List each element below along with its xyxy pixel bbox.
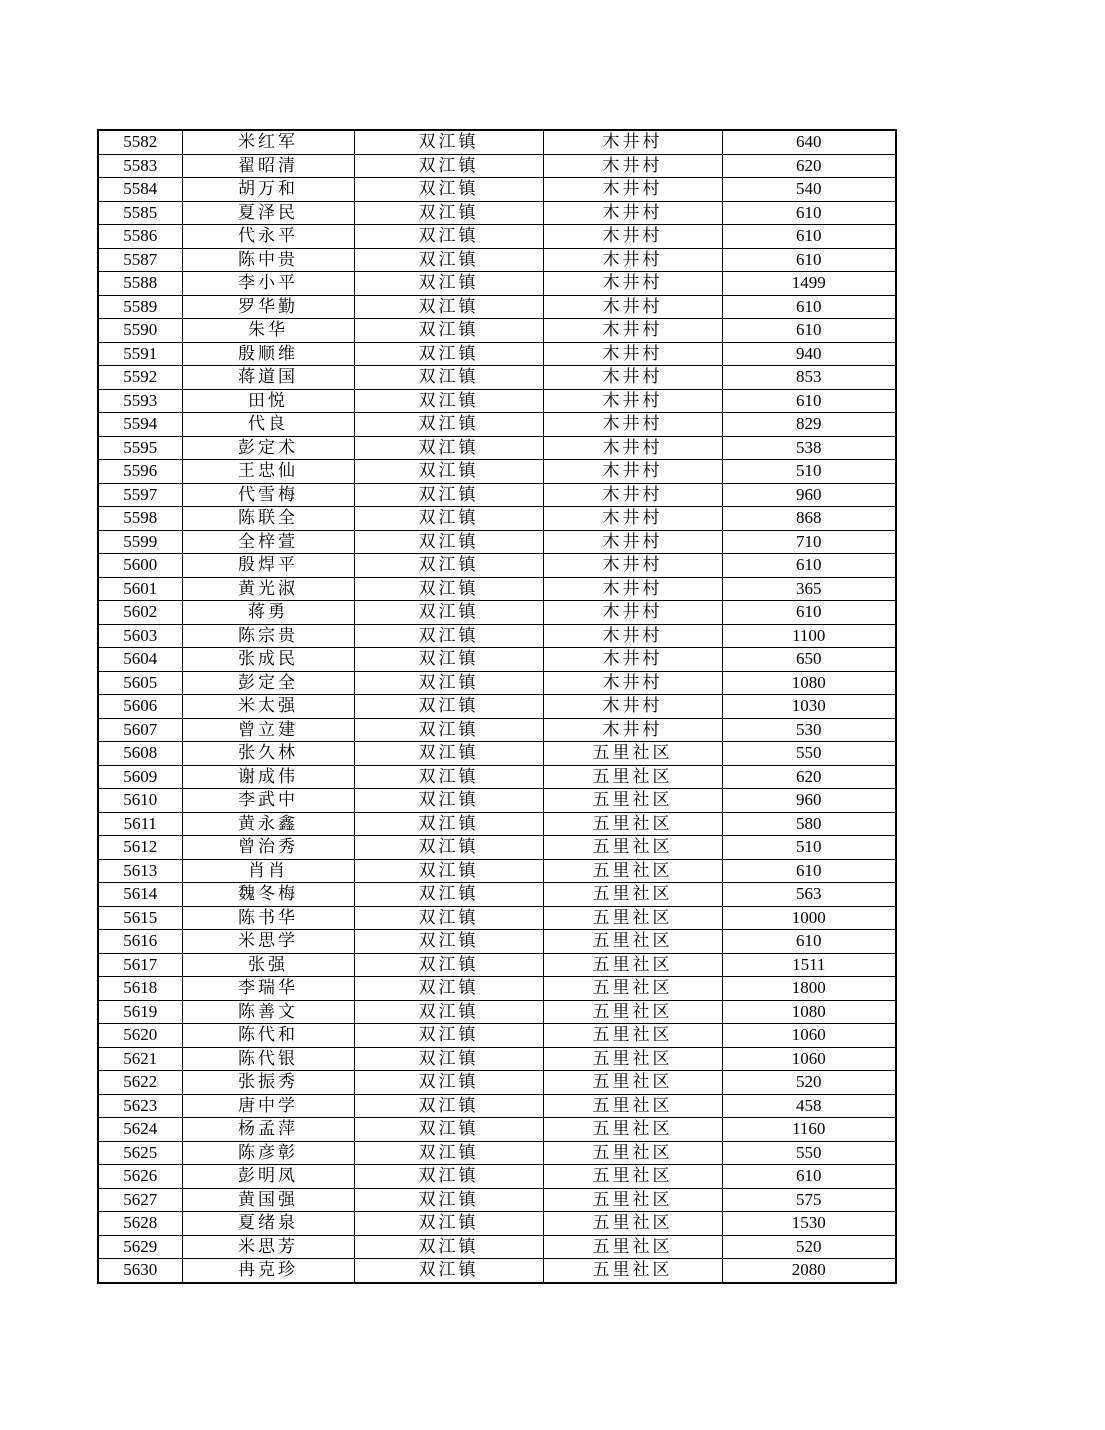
row-number-cell: 5592 [98,366,182,390]
table-row [98,1235,896,1259]
town-cell: 双江镇 [354,1188,543,1212]
town-cell: 双江镇 [354,789,543,813]
table-row [98,906,896,930]
name-cell: 陈代和 [182,1024,354,1048]
village-cell: 木井村 [543,671,722,695]
village-cell: 木井村 [543,154,722,178]
table-row [98,1141,896,1165]
row-number-cell: 5591 [98,342,182,366]
row-number-cell: 5606 [98,695,182,719]
amount-cell: 540 [722,178,896,202]
town-cell: 双江镇 [354,319,543,343]
amount-cell: 1499 [722,272,896,296]
village-cell: 五里社区 [543,1188,722,1212]
row-number-cell: 5583 [98,154,182,178]
village-cell: 木井村 [543,460,722,484]
town-cell: 双江镇 [354,883,543,907]
table-row [98,248,896,272]
row-number-cell: 5625 [98,1141,182,1165]
row-number-cell: 5619 [98,1000,182,1024]
table-row [98,930,896,954]
row-number-cell: 5628 [98,1212,182,1236]
row-number-cell: 5600 [98,554,182,578]
town-cell: 双江镇 [354,765,543,789]
amount-cell: 853 [722,366,896,390]
table-row [98,1047,896,1071]
name-cell: 代良 [182,413,354,437]
amount-cell: 610 [722,248,896,272]
town-cell: 双江镇 [354,930,543,954]
table-row [98,342,896,366]
village-cell: 五里社区 [543,859,722,883]
row-number-cell: 5594 [98,413,182,437]
village-cell: 五里社区 [543,1259,722,1283]
village-cell: 五里社区 [543,1094,722,1118]
name-cell: 冉克珍 [182,1259,354,1283]
amount-cell: 538 [722,436,896,460]
name-cell: 陈书华 [182,906,354,930]
table-row [98,648,896,672]
town-cell: 双江镇 [354,507,543,531]
village-cell: 木井村 [543,507,722,531]
amount-cell: 940 [722,342,896,366]
name-cell: 李小平 [182,272,354,296]
amount-cell: 550 [722,742,896,766]
row-number-cell: 5582 [98,130,182,154]
town-cell: 双江镇 [354,742,543,766]
table-row [98,789,896,813]
village-cell: 五里社区 [543,1000,722,1024]
village-cell: 木井村 [543,601,722,625]
name-cell: 米思芳 [182,1235,354,1259]
village-cell: 木井村 [543,366,722,390]
town-cell: 双江镇 [354,154,543,178]
village-cell: 五里社区 [543,1118,722,1142]
name-cell: 米思学 [182,930,354,954]
village-cell: 木井村 [543,225,722,249]
amount-cell: 1080 [722,671,896,695]
row-number-cell: 5596 [98,460,182,484]
name-cell: 李武中 [182,789,354,813]
town-cell: 双江镇 [354,1071,543,1095]
village-cell: 五里社区 [543,765,722,789]
table-row [98,272,896,296]
town-cell: 双江镇 [354,577,543,601]
amount-cell: 610 [722,389,896,413]
name-cell: 陈彦彰 [182,1141,354,1165]
town-cell: 双江镇 [354,1259,543,1283]
name-cell: 彭定全 [182,671,354,695]
town-cell: 双江镇 [354,859,543,883]
village-cell: 五里社区 [543,1165,722,1189]
row-number-cell: 5626 [98,1165,182,1189]
amount-cell: 610 [722,554,896,578]
row-number-cell: 5603 [98,624,182,648]
town-cell: 双江镇 [354,554,543,578]
row-number-cell: 5608 [98,742,182,766]
table-row [98,460,896,484]
town-cell: 双江镇 [354,1212,543,1236]
town-cell: 双江镇 [354,977,543,1001]
village-cell: 木井村 [543,695,722,719]
row-number-cell: 5627 [98,1188,182,1212]
name-cell: 张振秀 [182,1071,354,1095]
table-row [98,1118,896,1142]
town-cell: 双江镇 [354,413,543,437]
village-cell: 木井村 [543,554,722,578]
amount-cell: 620 [722,765,896,789]
row-number-cell: 5618 [98,977,182,1001]
table-row [98,225,896,249]
table-row [98,483,896,507]
table-row [98,1259,896,1283]
table-row [98,883,896,907]
row-number-cell: 5630 [98,1259,182,1283]
village-cell: 木井村 [543,389,722,413]
table-row [98,154,896,178]
town-cell: 双江镇 [354,295,543,319]
row-number-cell: 5629 [98,1235,182,1259]
table-row [98,718,896,742]
amount-cell: 610 [722,1165,896,1189]
village-cell: 木井村 [543,648,722,672]
village-cell: 五里社区 [543,812,722,836]
town-cell: 双江镇 [354,1047,543,1071]
table-row [98,1165,896,1189]
amount-cell: 620 [722,154,896,178]
name-cell: 罗华勤 [182,295,354,319]
table-row [98,1188,896,1212]
town-cell: 双江镇 [354,1165,543,1189]
name-cell: 肖肖 [182,859,354,883]
row-number-cell: 5589 [98,295,182,319]
village-cell: 五里社区 [543,930,722,954]
town-cell: 双江镇 [354,389,543,413]
amount-cell: 575 [722,1188,896,1212]
name-cell: 蒋道国 [182,366,354,390]
amount-cell: 2080 [722,1259,896,1283]
name-cell: 曾立建 [182,718,354,742]
town-cell: 双江镇 [354,178,543,202]
name-cell: 翟昭清 [182,154,354,178]
name-cell: 田悦 [182,389,354,413]
row-number-cell: 5623 [98,1094,182,1118]
name-cell: 彭定术 [182,436,354,460]
row-number-cell: 5587 [98,248,182,272]
table-row [98,671,896,695]
town-cell: 双江镇 [354,272,543,296]
name-cell: 张久林 [182,742,354,766]
table-row [98,319,896,343]
village-cell: 五里社区 [543,906,722,930]
table-row [98,859,896,883]
amount-cell: 610 [722,601,896,625]
name-cell: 代永平 [182,225,354,249]
town-cell: 双江镇 [354,601,543,625]
amount-cell: 1100 [722,624,896,648]
row-number-cell: 5595 [98,436,182,460]
town-cell: 双江镇 [354,436,543,460]
town-cell: 双江镇 [354,953,543,977]
town-cell: 双江镇 [354,648,543,672]
town-cell: 双江镇 [354,906,543,930]
amount-cell: 1080 [722,1000,896,1024]
town-cell: 双江镇 [354,1235,543,1259]
village-cell: 木井村 [543,295,722,319]
village-cell: 木井村 [543,342,722,366]
table-row [98,1024,896,1048]
table-row [98,413,896,437]
table-row [98,201,896,225]
amount-cell: 868 [722,507,896,531]
amount-cell: 610 [722,201,896,225]
town-cell: 双江镇 [354,366,543,390]
name-cell: 蒋勇 [182,601,354,625]
name-cell: 黄光淑 [182,577,354,601]
amount-cell: 650 [722,648,896,672]
table-row [98,178,896,202]
table-row [98,812,896,836]
town-cell: 双江镇 [354,130,543,154]
village-cell: 木井村 [543,130,722,154]
village-cell: 五里社区 [543,1235,722,1259]
row-number-cell: 5615 [98,906,182,930]
name-cell: 王忠仙 [182,460,354,484]
amount-cell: 1030 [722,695,896,719]
amount-cell: 1511 [722,953,896,977]
table-row [98,695,896,719]
amount-cell: 530 [722,718,896,742]
town-cell: 双江镇 [354,718,543,742]
row-number-cell: 5599 [98,530,182,554]
amount-cell: 610 [722,930,896,954]
amount-cell: 1060 [722,1024,896,1048]
row-number-cell: 5607 [98,718,182,742]
town-cell: 双江镇 [354,201,543,225]
amount-cell: 960 [722,789,896,813]
data-table [97,129,897,1284]
name-cell: 夏泽民 [182,201,354,225]
table-row [98,1071,896,1095]
amount-cell: 610 [722,295,896,319]
table-body [98,130,896,1283]
amount-cell: 550 [722,1141,896,1165]
name-cell: 曾治秀 [182,836,354,860]
name-cell: 杨孟萍 [182,1118,354,1142]
name-cell: 陈宗贵 [182,624,354,648]
table-row [98,977,896,1001]
town-cell: 双江镇 [354,812,543,836]
village-cell: 五里社区 [543,1141,722,1165]
amount-cell: 610 [722,225,896,249]
row-number-cell: 5601 [98,577,182,601]
amount-cell: 1000 [722,906,896,930]
table-row [98,389,896,413]
village-cell: 木井村 [543,483,722,507]
town-cell: 双江镇 [354,342,543,366]
row-number-cell: 5586 [98,225,182,249]
name-cell: 魏冬梅 [182,883,354,907]
name-cell: 陈中贵 [182,248,354,272]
name-cell: 夏绪泉 [182,1212,354,1236]
table-row [98,953,896,977]
name-cell: 米太强 [182,695,354,719]
row-number-cell: 5622 [98,1071,182,1095]
village-cell: 木井村 [543,577,722,601]
row-number-cell: 5590 [98,319,182,343]
row-number-cell: 5588 [98,272,182,296]
row-number-cell: 5611 [98,812,182,836]
name-cell: 陈代银 [182,1047,354,1071]
row-number-cell: 5598 [98,507,182,531]
amount-cell: 1060 [722,1047,896,1071]
name-cell: 朱华 [182,319,354,343]
amount-cell: 610 [722,859,896,883]
town-cell: 双江镇 [354,671,543,695]
amount-cell: 1160 [722,1118,896,1142]
name-cell: 谢成伟 [182,765,354,789]
table-row [98,742,896,766]
row-number-cell: 5613 [98,859,182,883]
row-number-cell: 5610 [98,789,182,813]
amount-cell: 520 [722,1071,896,1095]
village-cell: 五里社区 [543,1212,722,1236]
amount-cell: 458 [722,1094,896,1118]
row-number-cell: 5617 [98,953,182,977]
village-cell: 五里社区 [543,789,722,813]
row-number-cell: 5624 [98,1118,182,1142]
name-cell: 陈善文 [182,1000,354,1024]
village-cell: 木井村 [543,436,722,460]
name-cell: 李瑞华 [182,977,354,1001]
table-row [98,1000,896,1024]
amount-cell: 510 [722,836,896,860]
name-cell: 米红军 [182,130,354,154]
amount-cell: 1800 [722,977,896,1001]
row-number-cell: 5604 [98,648,182,672]
table-row [98,624,896,648]
table-row [98,601,896,625]
village-cell: 木井村 [543,718,722,742]
table-row [98,436,896,460]
town-cell: 双江镇 [354,530,543,554]
town-cell: 双江镇 [354,225,543,249]
table-row [98,554,896,578]
table-row [98,577,896,601]
row-number-cell: 5593 [98,389,182,413]
village-cell: 木井村 [543,178,722,202]
table-row [98,836,896,860]
row-number-cell: 5597 [98,483,182,507]
town-cell: 双江镇 [354,624,543,648]
name-cell: 唐中学 [182,1094,354,1118]
town-cell: 双江镇 [354,1000,543,1024]
village-cell: 五里社区 [543,1071,722,1095]
row-number-cell: 5602 [98,601,182,625]
row-number-cell: 5612 [98,836,182,860]
table-row [98,1212,896,1236]
table-row [98,1094,896,1118]
name-cell: 陈联全 [182,507,354,531]
table-row [98,130,896,154]
name-cell: 彭明凤 [182,1165,354,1189]
amount-cell: 580 [722,812,896,836]
name-cell: 全梓萱 [182,530,354,554]
village-cell: 木井村 [543,530,722,554]
row-number-cell: 5585 [98,201,182,225]
name-cell: 殷焊平 [182,554,354,578]
town-cell: 双江镇 [354,1118,543,1142]
table-row [98,530,896,554]
name-cell: 张成民 [182,648,354,672]
amount-cell: 610 [722,319,896,343]
amount-cell: 640 [722,130,896,154]
village-cell: 木井村 [543,413,722,437]
village-cell: 五里社区 [543,1047,722,1071]
village-cell: 五里社区 [543,836,722,860]
village-cell: 五里社区 [543,883,722,907]
town-cell: 双江镇 [354,1094,543,1118]
row-number-cell: 5605 [98,671,182,695]
amount-cell: 829 [722,413,896,437]
name-cell: 黄永鑫 [182,812,354,836]
amount-cell: 520 [722,1235,896,1259]
amount-cell: 365 [722,577,896,601]
row-number-cell: 5620 [98,1024,182,1048]
village-cell: 五里社区 [543,977,722,1001]
name-cell: 黄国强 [182,1188,354,1212]
row-number-cell: 5621 [98,1047,182,1071]
village-cell: 木井村 [543,272,722,296]
village-cell: 五里社区 [543,742,722,766]
table-row [98,507,896,531]
row-number-cell: 5614 [98,883,182,907]
amount-cell: 710 [722,530,896,554]
town-cell: 双江镇 [354,248,543,272]
amount-cell: 960 [722,483,896,507]
town-cell: 双江镇 [354,483,543,507]
town-cell: 双江镇 [354,1024,543,1048]
village-cell: 木井村 [543,624,722,648]
amount-cell: 1530 [722,1212,896,1236]
name-cell: 胡万和 [182,178,354,202]
village-cell: 木井村 [543,201,722,225]
town-cell: 双江镇 [354,836,543,860]
row-number-cell: 5616 [98,930,182,954]
amount-cell: 563 [722,883,896,907]
village-cell: 五里社区 [543,953,722,977]
row-number-cell: 5584 [98,178,182,202]
town-cell: 双江镇 [354,460,543,484]
name-cell: 张强 [182,953,354,977]
name-cell: 殷顺维 [182,342,354,366]
village-cell: 木井村 [543,319,722,343]
village-cell: 五里社区 [543,1024,722,1048]
table-row [98,366,896,390]
amount-cell: 510 [722,460,896,484]
table-row [98,295,896,319]
town-cell: 双江镇 [354,1141,543,1165]
town-cell: 双江镇 [354,695,543,719]
village-cell: 木井村 [543,248,722,272]
name-cell: 代雪梅 [182,483,354,507]
row-number-cell: 5609 [98,765,182,789]
table-row [98,765,896,789]
